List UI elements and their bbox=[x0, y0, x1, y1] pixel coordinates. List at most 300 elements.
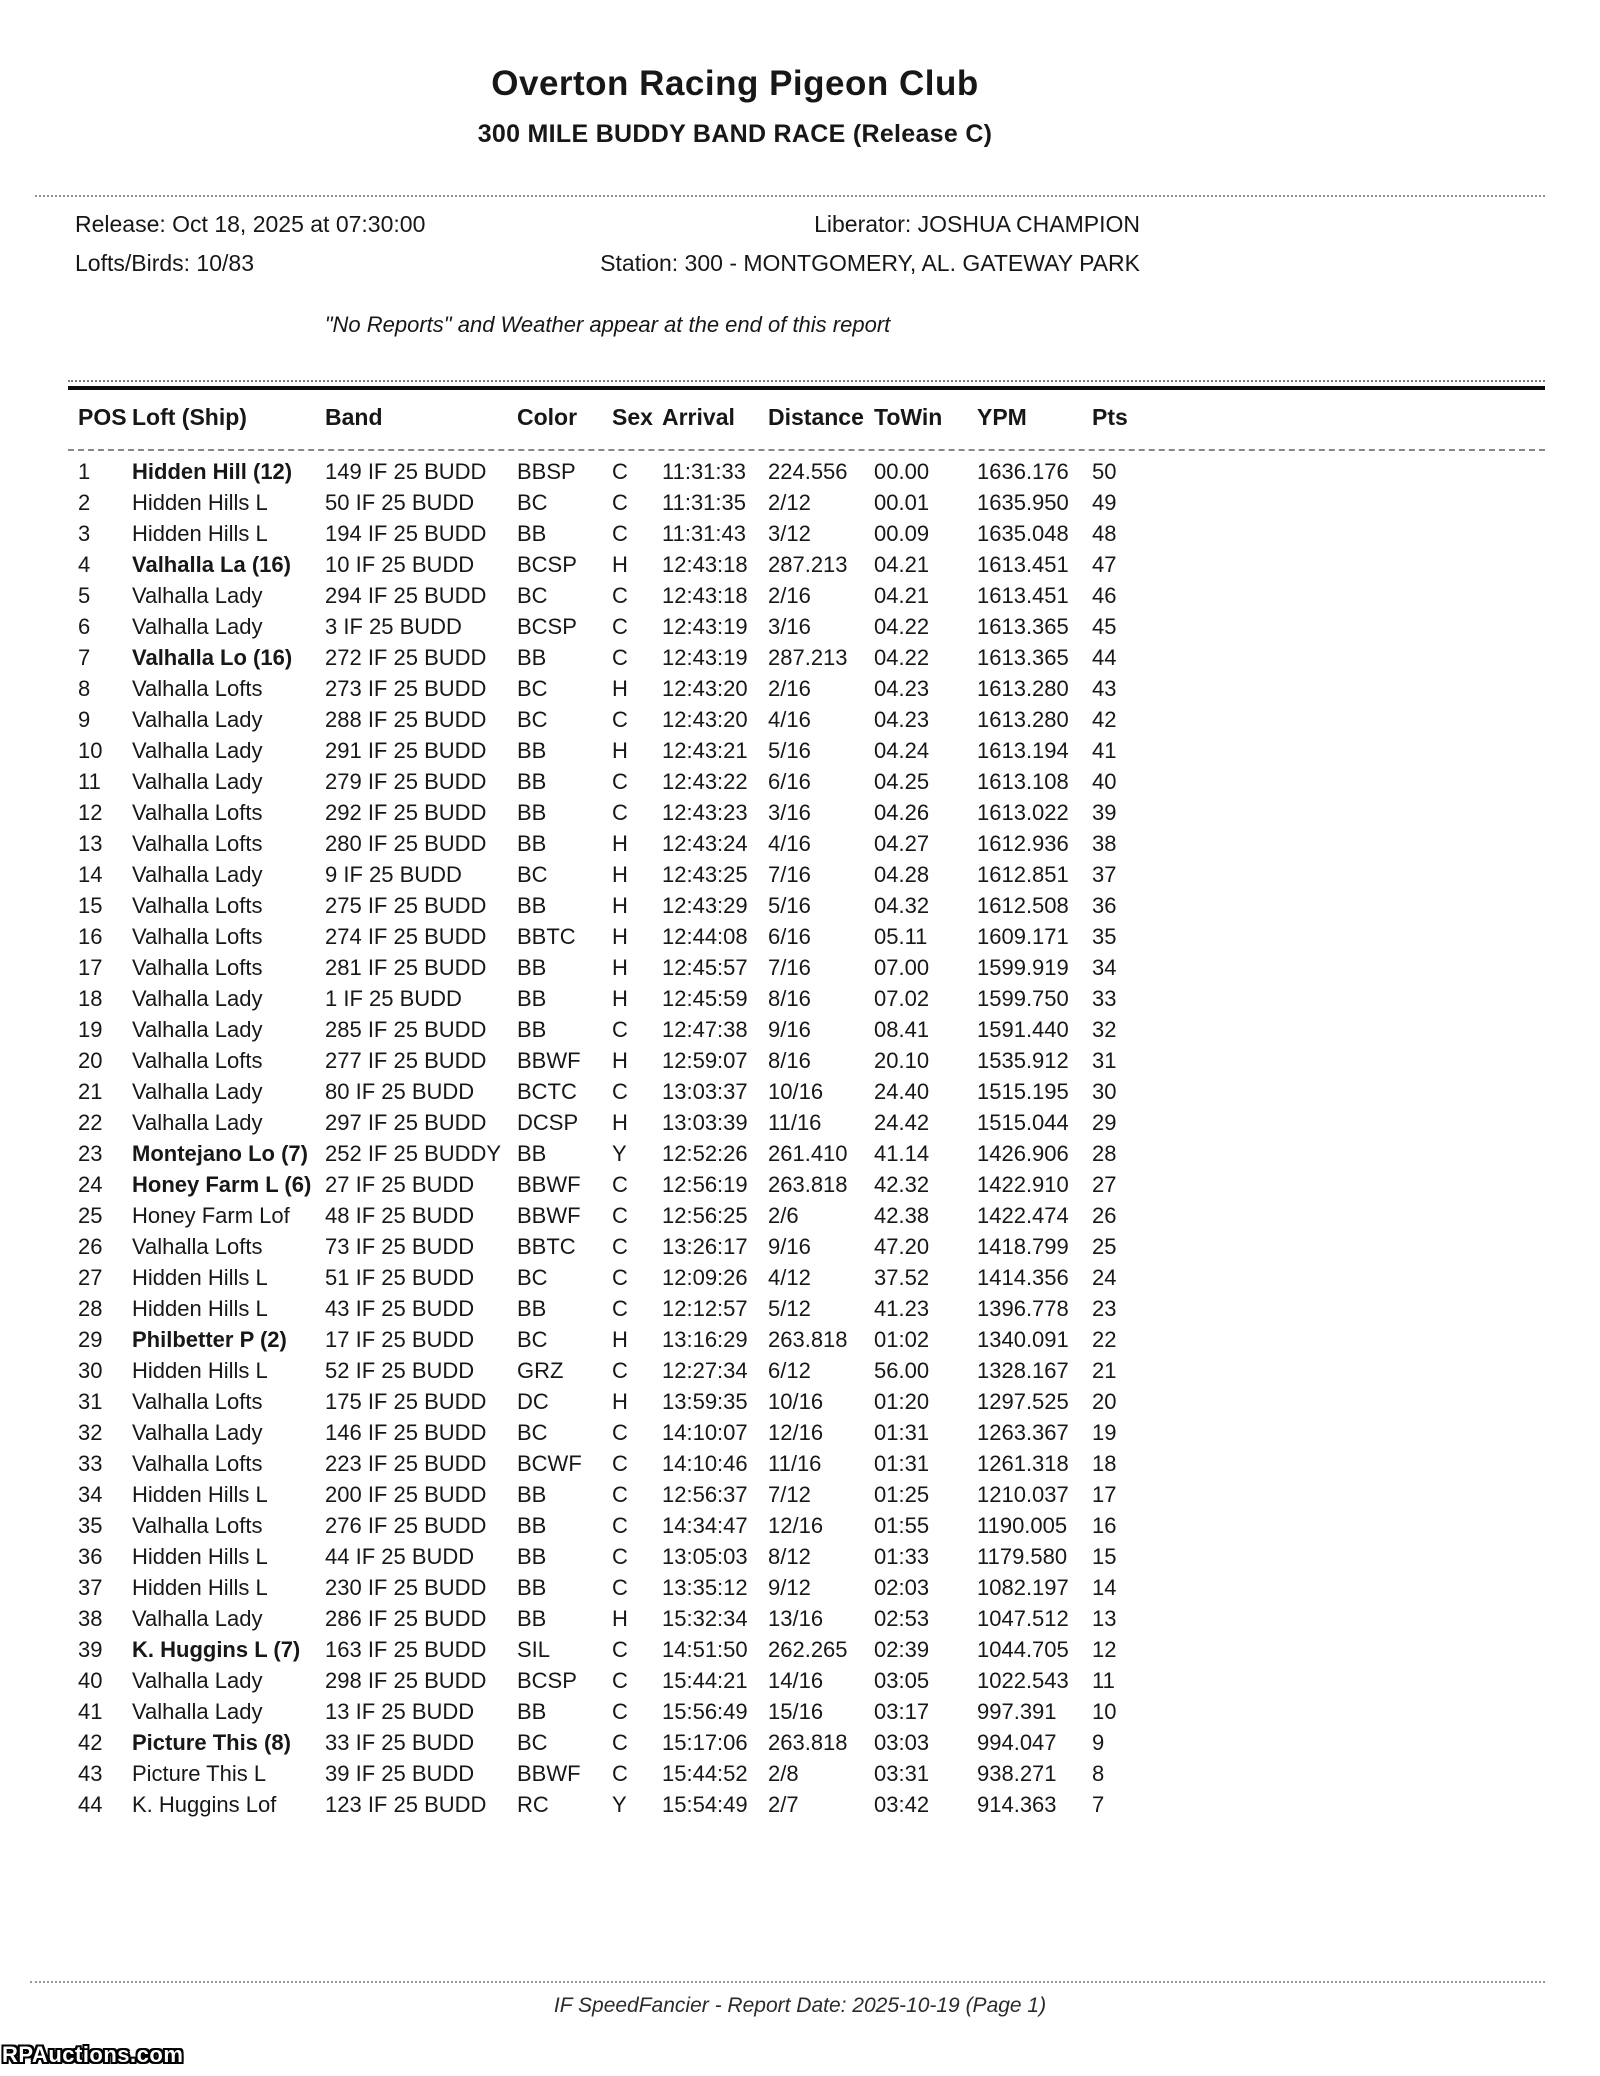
cell-pts: 31 bbox=[1092, 1048, 1117, 1073]
cell-band: 3 IF 25 BUDD bbox=[325, 614, 462, 639]
cell-band: 281 IF 25 BUDD bbox=[325, 955, 487, 980]
cell-pts: 14 bbox=[1092, 1575, 1117, 1600]
cell-band: 43 IF 25 BUDD bbox=[325, 1296, 475, 1321]
cell-color: BB bbox=[517, 986, 547, 1011]
cell-sex: C bbox=[612, 1482, 628, 1507]
cell-arrival: 12:43:20 bbox=[662, 676, 748, 701]
cell-band: 288 IF 25 BUDD bbox=[325, 707, 487, 732]
cell-arrival: 11:31:33 bbox=[662, 459, 747, 484]
cell-loft: Valhalla Lady bbox=[132, 707, 263, 732]
cell-distance: 2/8 bbox=[768, 1761, 799, 1786]
table-row bbox=[68, 456, 1545, 487]
cell-pts: 19 bbox=[1092, 1420, 1117, 1445]
cell-arrival: 12:43:24 bbox=[662, 831, 748, 856]
table-row bbox=[68, 1541, 1545, 1572]
cell-ypm: 1082.197 bbox=[977, 1575, 1069, 1600]
cell-pts: 21 bbox=[1092, 1358, 1117, 1383]
table-row bbox=[68, 797, 1545, 828]
cell-loft: Valhalla Lady bbox=[132, 1110, 263, 1135]
cell-towin: 04.23 bbox=[874, 676, 930, 701]
cell-pts: 48 bbox=[1092, 521, 1117, 546]
cell-towin: 02:39 bbox=[874, 1637, 930, 1662]
cell-arrival: 13:05:03 bbox=[662, 1544, 748, 1569]
cell-pts: 37 bbox=[1092, 862, 1117, 887]
cell-pos: 26 bbox=[78, 1234, 103, 1259]
cell-loft: Hidden Hills L bbox=[132, 521, 268, 546]
cell-towin: 24.40 bbox=[874, 1079, 930, 1104]
cell-color: BCSP bbox=[517, 552, 577, 577]
cell-sex: C bbox=[612, 583, 628, 608]
cell-band: 48 IF 25 BUDD bbox=[325, 1203, 475, 1228]
cell-color: BC bbox=[517, 1730, 548, 1755]
cell-sex: C bbox=[612, 1730, 628, 1755]
cell-ypm: 1261.318 bbox=[977, 1451, 1069, 1476]
cell-arrival: 12:12:57 bbox=[662, 1296, 748, 1321]
cell-arrival: 14:34:47 bbox=[662, 1513, 748, 1538]
cell-ypm: 1613.194 bbox=[977, 738, 1069, 763]
cell-towin: 01:31 bbox=[874, 1420, 930, 1445]
cell-sex: C bbox=[612, 1234, 628, 1259]
cell-band: 10 IF 25 BUDD bbox=[325, 552, 475, 577]
cell-distance: 287.213 bbox=[768, 552, 848, 577]
cell-band: 275 IF 25 BUDD bbox=[325, 893, 487, 918]
cell-ypm: 1210.037 bbox=[977, 1482, 1069, 1507]
cell-ypm: 1414.356 bbox=[977, 1265, 1069, 1290]
cell-sex: C bbox=[612, 1017, 628, 1042]
cell-loft: Valhalla Lady bbox=[132, 769, 263, 794]
table-row bbox=[68, 952, 1545, 983]
cell-pos: 6 bbox=[78, 614, 91, 639]
cell-towin: 04.24 bbox=[874, 738, 930, 763]
col-sex: Sex bbox=[612, 404, 653, 430]
cell-band: 223 IF 25 BUDD bbox=[325, 1451, 487, 1476]
cell-arrival: 15:17:06 bbox=[662, 1730, 748, 1755]
cell-pos: 29 bbox=[78, 1327, 103, 1352]
cell-sex: Y bbox=[612, 1141, 627, 1166]
cell-sex: C bbox=[612, 800, 628, 825]
cell-distance: 2/7 bbox=[768, 1792, 799, 1817]
cell-distance: 6/16 bbox=[768, 924, 811, 949]
cell-pos: 21 bbox=[78, 1079, 103, 1104]
cell-pts: 30 bbox=[1092, 1079, 1117, 1104]
cell-color: BC bbox=[517, 583, 548, 608]
cell-arrival: 12:43:21 bbox=[662, 738, 748, 763]
cell-loft: Hidden Hills L bbox=[132, 1544, 268, 1569]
cell-loft: Valhalla Lady bbox=[132, 583, 263, 608]
cell-band: 252 IF 25 BUDDY bbox=[325, 1141, 502, 1166]
col-loft: Loft (Ship) bbox=[132, 404, 247, 430]
cell-sex: H bbox=[612, 1048, 628, 1073]
cell-sex: C bbox=[612, 521, 628, 546]
cell-distance: 10/16 bbox=[768, 1389, 824, 1414]
cell-loft: Valhalla Lady bbox=[132, 986, 263, 1011]
cell-sex: H bbox=[612, 676, 628, 701]
cell-pts: 27 bbox=[1092, 1172, 1117, 1197]
cell-sex: C bbox=[612, 614, 628, 639]
cell-arrival: 12:43:20 bbox=[662, 707, 748, 732]
cell-loft: Hidden Hills L bbox=[132, 1482, 268, 1507]
cell-towin: 00.01 bbox=[874, 490, 930, 515]
cell-pts: 9 bbox=[1092, 1730, 1105, 1755]
table-row bbox=[68, 1231, 1545, 1262]
cell-band: 123 IF 25 BUDD bbox=[325, 1792, 487, 1817]
cell-color: RC bbox=[517, 1792, 549, 1817]
cell-pts: 25 bbox=[1092, 1234, 1117, 1259]
cell-band: 50 IF 25 BUDD bbox=[325, 490, 475, 515]
cell-loft: Valhalla Lady bbox=[132, 1079, 263, 1104]
cell-pos: 32 bbox=[78, 1420, 103, 1445]
cell-distance: 287.213 bbox=[768, 645, 848, 670]
report-header bbox=[65, 0, 1405, 149]
cell-pos: 16 bbox=[78, 924, 103, 949]
cell-pos: 43 bbox=[78, 1761, 103, 1786]
cell-arrival: 12:45:57 bbox=[662, 955, 748, 980]
cell-loft: Valhalla Lofts bbox=[132, 1234, 263, 1259]
cell-ypm: 1515.044 bbox=[977, 1110, 1069, 1135]
footer-divider bbox=[30, 1981, 1545, 1983]
cell-arrival: 11:31:43 bbox=[662, 521, 747, 546]
cell-pos: 2 bbox=[78, 490, 91, 515]
col-color: Color bbox=[517, 404, 578, 430]
cell-pts: 15 bbox=[1092, 1544, 1117, 1569]
cell-ypm: 1613.108 bbox=[977, 769, 1069, 794]
cell-towin: 01:31 bbox=[874, 1451, 930, 1476]
cell-distance: 224.556 bbox=[768, 459, 848, 484]
cell-distance: 4/16 bbox=[768, 831, 811, 856]
footer-text: IF SpeedFancier - Report Date: 2025-10-19 (Page 1) bbox=[553, 1994, 1047, 2017]
cell-pts: 42 bbox=[1092, 707, 1117, 732]
cell-pts: 29 bbox=[1092, 1110, 1117, 1135]
cell-distance: 263.818 bbox=[768, 1327, 848, 1352]
cell-loft: Hidden Hills L bbox=[132, 1358, 268, 1383]
cell-pos: 11 bbox=[78, 769, 101, 794]
table-row bbox=[68, 983, 1545, 1014]
cell-towin: 02:03 bbox=[874, 1575, 930, 1600]
table-row bbox=[68, 1417, 1545, 1448]
cell-sex: H bbox=[612, 1327, 628, 1352]
cell-sex: H bbox=[612, 738, 628, 763]
cell-pts: 47 bbox=[1092, 552, 1117, 577]
cell-sex: H bbox=[612, 955, 628, 980]
cell-loft: Valhalla Lo (16) bbox=[132, 645, 293, 670]
cell-pos: 12 bbox=[78, 800, 103, 825]
cell-ypm: 1599.919 bbox=[977, 955, 1069, 980]
cell-towin: 03:05 bbox=[874, 1668, 930, 1693]
liberator-text: Liberator: JOSHUA CHAMPION bbox=[814, 211, 1140, 237]
table-row bbox=[68, 1479, 1545, 1510]
table-row bbox=[68, 1665, 1545, 1696]
release-text: Release: Oct 18, 2025 at 07:30:00 bbox=[75, 211, 426, 237]
cell-band: 44 IF 25 BUDD bbox=[325, 1544, 475, 1569]
col-ypm: YPM bbox=[977, 404, 1027, 430]
cell-pts: 46 bbox=[1092, 583, 1117, 608]
cell-towin: 04.26 bbox=[874, 800, 930, 825]
cell-arrival: 15:44:52 bbox=[662, 1761, 748, 1786]
cell-sex: C bbox=[612, 1637, 628, 1662]
cell-color: BC bbox=[517, 676, 548, 701]
cell-ypm: 1328.167 bbox=[977, 1358, 1069, 1383]
cell-pos: 38 bbox=[78, 1606, 103, 1631]
cell-color: BB bbox=[517, 893, 547, 918]
cell-color: BBWF bbox=[517, 1203, 581, 1228]
cell-pos: 4 bbox=[78, 552, 91, 577]
cell-loft: Valhalla La (16) bbox=[132, 552, 291, 577]
table-row bbox=[68, 1045, 1545, 1076]
cell-ypm: 1613.280 bbox=[977, 676, 1069, 701]
table-row bbox=[68, 518, 1545, 549]
race-info bbox=[75, 207, 1140, 338]
cell-color: BBWF bbox=[517, 1048, 581, 1073]
cell-ypm: 1635.048 bbox=[977, 521, 1069, 546]
cell-distance: 263.818 bbox=[768, 1172, 848, 1197]
header-divider bbox=[35, 195, 1545, 197]
cell-loft: Hidden Hills L bbox=[132, 1296, 268, 1321]
cell-band: 80 IF 25 BUDD bbox=[325, 1079, 475, 1104]
cell-pts: 34 bbox=[1092, 955, 1117, 980]
cell-color: BC bbox=[517, 490, 548, 515]
cell-towin: 01:33 bbox=[874, 1544, 930, 1569]
cell-color: BC bbox=[517, 707, 548, 732]
cell-ypm: 1426.906 bbox=[977, 1141, 1069, 1166]
cell-ypm: 1635.950 bbox=[977, 490, 1069, 515]
cell-towin: 04.25 bbox=[874, 769, 930, 794]
cell-distance: 7/16 bbox=[768, 862, 811, 887]
cell-color: BBWF bbox=[517, 1761, 581, 1786]
cell-pos: 44 bbox=[78, 1792, 103, 1817]
cell-ypm: 1599.750 bbox=[977, 986, 1069, 1011]
cell-pos: 15 bbox=[78, 893, 103, 918]
table-row bbox=[68, 921, 1545, 952]
cell-towin: 41.14 bbox=[874, 1141, 930, 1166]
cell-distance: 6/12 bbox=[768, 1358, 811, 1383]
table-row bbox=[68, 859, 1545, 890]
cell-arrival: 12:43:18 bbox=[662, 583, 748, 608]
cell-arrival: 12:27:34 bbox=[662, 1358, 748, 1383]
table-row bbox=[68, 1603, 1545, 1634]
cell-loft: Valhalla Lady bbox=[132, 614, 263, 639]
cell-ypm: 1418.799 bbox=[977, 1234, 1069, 1259]
cell-pts: 50 bbox=[1092, 459, 1117, 484]
cell-arrival: 13:26:17 bbox=[662, 1234, 748, 1259]
cell-ypm: 1609.171 bbox=[977, 924, 1069, 949]
cell-sex: C bbox=[612, 1079, 628, 1104]
cell-loft: Hidden Hills L bbox=[132, 490, 268, 515]
cell-band: 279 IF 25 BUDD bbox=[325, 769, 487, 794]
cell-distance: 5/16 bbox=[768, 893, 811, 918]
table-header-row bbox=[68, 390, 1545, 449]
cell-pos: 19 bbox=[78, 1017, 103, 1042]
cell-color: DCSP bbox=[517, 1110, 579, 1135]
cell-loft: K. Huggins Lof bbox=[132, 1792, 277, 1817]
cell-pts: 16 bbox=[1092, 1513, 1117, 1538]
cell-arrival: 12:43:19 bbox=[662, 645, 748, 670]
cell-arrival: 14:51:50 bbox=[662, 1637, 748, 1662]
cell-pos: 33 bbox=[78, 1451, 103, 1476]
cell-arrival: 12:43:18 bbox=[662, 552, 748, 577]
cell-ypm: 1047.512 bbox=[977, 1606, 1069, 1631]
cell-band: 230 IF 25 BUDD bbox=[325, 1575, 487, 1600]
cell-towin: 01:55 bbox=[874, 1513, 930, 1538]
cell-towin: 00.09 bbox=[874, 521, 930, 546]
cell-band: 52 IF 25 BUDD bbox=[325, 1358, 475, 1383]
cell-band: 297 IF 25 BUDD bbox=[325, 1110, 487, 1135]
cell-color: BB bbox=[517, 1606, 547, 1631]
col-distance: Distance bbox=[768, 404, 864, 430]
cell-color: BB bbox=[517, 738, 547, 763]
cell-ypm: 1535.912 bbox=[977, 1048, 1069, 1073]
cell-color: BCSP bbox=[517, 1668, 577, 1693]
cell-band: 298 IF 25 BUDD bbox=[325, 1668, 487, 1693]
cell-sex: C bbox=[612, 1203, 628, 1228]
cell-band: 292 IF 25 BUDD bbox=[325, 800, 487, 825]
cell-color: BB bbox=[517, 521, 547, 546]
cell-sex: H bbox=[612, 924, 628, 949]
cell-loft: Valhalla Lofts bbox=[132, 1048, 263, 1073]
cell-band: 33 IF 25 BUDD bbox=[325, 1730, 475, 1755]
cell-arrival: 12:43:25 bbox=[662, 862, 748, 887]
cell-sex: C bbox=[612, 1761, 628, 1786]
cell-towin: 08.41 bbox=[874, 1017, 930, 1042]
club-title: Overton Racing Pigeon Club bbox=[491, 64, 979, 103]
cell-distance: 3/12 bbox=[768, 521, 811, 546]
cell-distance: 2/16 bbox=[768, 583, 811, 608]
cell-distance: 8/12 bbox=[768, 1544, 811, 1569]
cell-pts: 45 bbox=[1092, 614, 1117, 639]
cell-color: SIL bbox=[517, 1637, 551, 1662]
table-row bbox=[68, 1262, 1545, 1293]
cell-pts: 7 bbox=[1092, 1792, 1105, 1817]
cell-loft: Valhalla Lady bbox=[132, 1699, 263, 1724]
table-row bbox=[68, 1386, 1545, 1417]
cell-loft: Valhalla Lofts bbox=[132, 800, 263, 825]
cell-sex: C bbox=[612, 1544, 628, 1569]
cell-distance: 261.410 bbox=[768, 1141, 848, 1166]
cell-ypm: 1297.525 bbox=[977, 1389, 1069, 1414]
cell-towin: 04.21 bbox=[874, 583, 930, 608]
cell-ypm: 1613.280 bbox=[977, 707, 1069, 732]
cell-arrival: 12:43:19 bbox=[662, 614, 748, 639]
cell-towin: 37.52 bbox=[874, 1265, 930, 1290]
cell-towin: 03:17 bbox=[874, 1699, 930, 1724]
cell-band: 149 IF 25 BUDD bbox=[325, 459, 487, 484]
cell-arrival: 12:56:25 bbox=[662, 1203, 748, 1228]
cell-color: BC bbox=[517, 862, 548, 887]
cell-arrival: 12:45:59 bbox=[662, 986, 748, 1011]
cell-band: 274 IF 25 BUDD bbox=[325, 924, 487, 949]
cell-sex: C bbox=[612, 1172, 628, 1197]
table-row bbox=[68, 1572, 1545, 1603]
cell-band: 175 IF 25 BUDD bbox=[325, 1389, 487, 1414]
table-row bbox=[68, 1138, 1545, 1169]
cell-loft: Hidden Hills L bbox=[132, 1265, 268, 1290]
cell-pos: 42 bbox=[78, 1730, 103, 1755]
cell-loft: Valhalla Lady bbox=[132, 738, 263, 763]
cell-pos: 3 bbox=[78, 521, 91, 546]
table-row bbox=[68, 766, 1545, 797]
cell-towin: 05.11 bbox=[874, 924, 928, 949]
cell-sex: H bbox=[612, 862, 628, 887]
cell-sex: C bbox=[612, 1358, 628, 1383]
cell-distance: 2/12 bbox=[768, 490, 811, 515]
cell-ypm: 1591.440 bbox=[977, 1017, 1069, 1042]
cell-color: BB bbox=[517, 1699, 547, 1724]
cell-distance: 12/16 bbox=[768, 1513, 824, 1538]
cell-pos: 18 bbox=[78, 986, 103, 1011]
cell-towin: 24.42 bbox=[874, 1110, 930, 1135]
table-row bbox=[68, 1696, 1545, 1727]
cell-ypm: 914.363 bbox=[977, 1792, 1057, 1817]
cell-color: BB bbox=[517, 1575, 547, 1600]
cell-distance: 8/16 bbox=[768, 986, 811, 1011]
cell-band: 285 IF 25 BUDD bbox=[325, 1017, 487, 1042]
table-row bbox=[68, 673, 1545, 704]
cell-pts: 8 bbox=[1092, 1761, 1105, 1786]
cell-arrival: 13:59:35 bbox=[662, 1389, 748, 1414]
cell-distance: 4/16 bbox=[768, 707, 811, 732]
cell-pts: 36 bbox=[1092, 893, 1117, 918]
cell-towin: 04.27 bbox=[874, 831, 930, 856]
cell-arrival: 12:44:08 bbox=[662, 924, 748, 949]
cell-towin: 01:02 bbox=[874, 1327, 930, 1352]
cell-sex: H bbox=[612, 831, 628, 856]
cell-loft: Valhalla Lofts bbox=[132, 1451, 263, 1476]
cell-ypm: 1263.367 bbox=[977, 1420, 1069, 1445]
cell-towin: 04.21 bbox=[874, 552, 930, 577]
cell-distance: 263.818 bbox=[768, 1730, 848, 1755]
cell-sex: C bbox=[612, 1420, 628, 1445]
cell-pos: 24 bbox=[78, 1172, 103, 1197]
cell-pts: 40 bbox=[1092, 769, 1117, 794]
cell-loft: Honey Farm L (6) bbox=[132, 1172, 312, 1197]
cell-sex: H bbox=[612, 552, 628, 577]
cell-sex: H bbox=[612, 893, 628, 918]
cell-color: BB bbox=[517, 769, 547, 794]
station-text: Station: 300 - MONTGOMERY, AL. GATEWAY PARK bbox=[600, 250, 1140, 276]
cell-distance: 9/16 bbox=[768, 1234, 811, 1259]
cell-band: 273 IF 25 BUDD bbox=[325, 676, 487, 701]
cell-pts: 33 bbox=[1092, 986, 1117, 1011]
cell-sex: C bbox=[612, 1575, 628, 1600]
cell-pts: 13 bbox=[1092, 1606, 1117, 1631]
cell-loft: Philbetter P (2) bbox=[132, 1327, 287, 1352]
cell-arrival: 13:03:39 bbox=[662, 1110, 748, 1135]
cell-pts: 18 bbox=[1092, 1451, 1117, 1476]
cell-towin: 03:31 bbox=[874, 1761, 930, 1786]
cell-color: BB bbox=[517, 1296, 547, 1321]
cell-towin: 07.00 bbox=[874, 955, 930, 980]
cell-towin: 01:25 bbox=[874, 1482, 930, 1507]
cell-pos: 10 bbox=[78, 738, 103, 763]
cell-pos: 23 bbox=[78, 1141, 103, 1166]
cell-band: 277 IF 25 BUDD bbox=[325, 1048, 487, 1073]
cell-loft: Valhalla Lofts bbox=[132, 1513, 263, 1538]
cell-band: 13 IF 25 BUDD bbox=[325, 1699, 475, 1724]
cell-pos: 39 bbox=[78, 1637, 103, 1662]
cell-distance: 10/16 bbox=[768, 1079, 824, 1104]
cell-distance: 3/16 bbox=[768, 800, 811, 825]
table-row bbox=[68, 828, 1545, 859]
cell-band: 17 IF 25 BUDD bbox=[325, 1327, 475, 1352]
cell-distance: 11/16 bbox=[768, 1110, 822, 1135]
cell-ypm: 1613.365 bbox=[977, 614, 1069, 639]
cell-distance: 9/16 bbox=[768, 1017, 811, 1042]
cell-ypm: 1613.022 bbox=[977, 800, 1069, 825]
cell-distance: 4/12 bbox=[768, 1265, 811, 1290]
cell-towin: 42.32 bbox=[874, 1172, 930, 1197]
cell-loft: Picture This L bbox=[132, 1761, 267, 1786]
cell-sex: C bbox=[612, 1296, 628, 1321]
cell-loft: Valhalla Lofts bbox=[132, 955, 263, 980]
